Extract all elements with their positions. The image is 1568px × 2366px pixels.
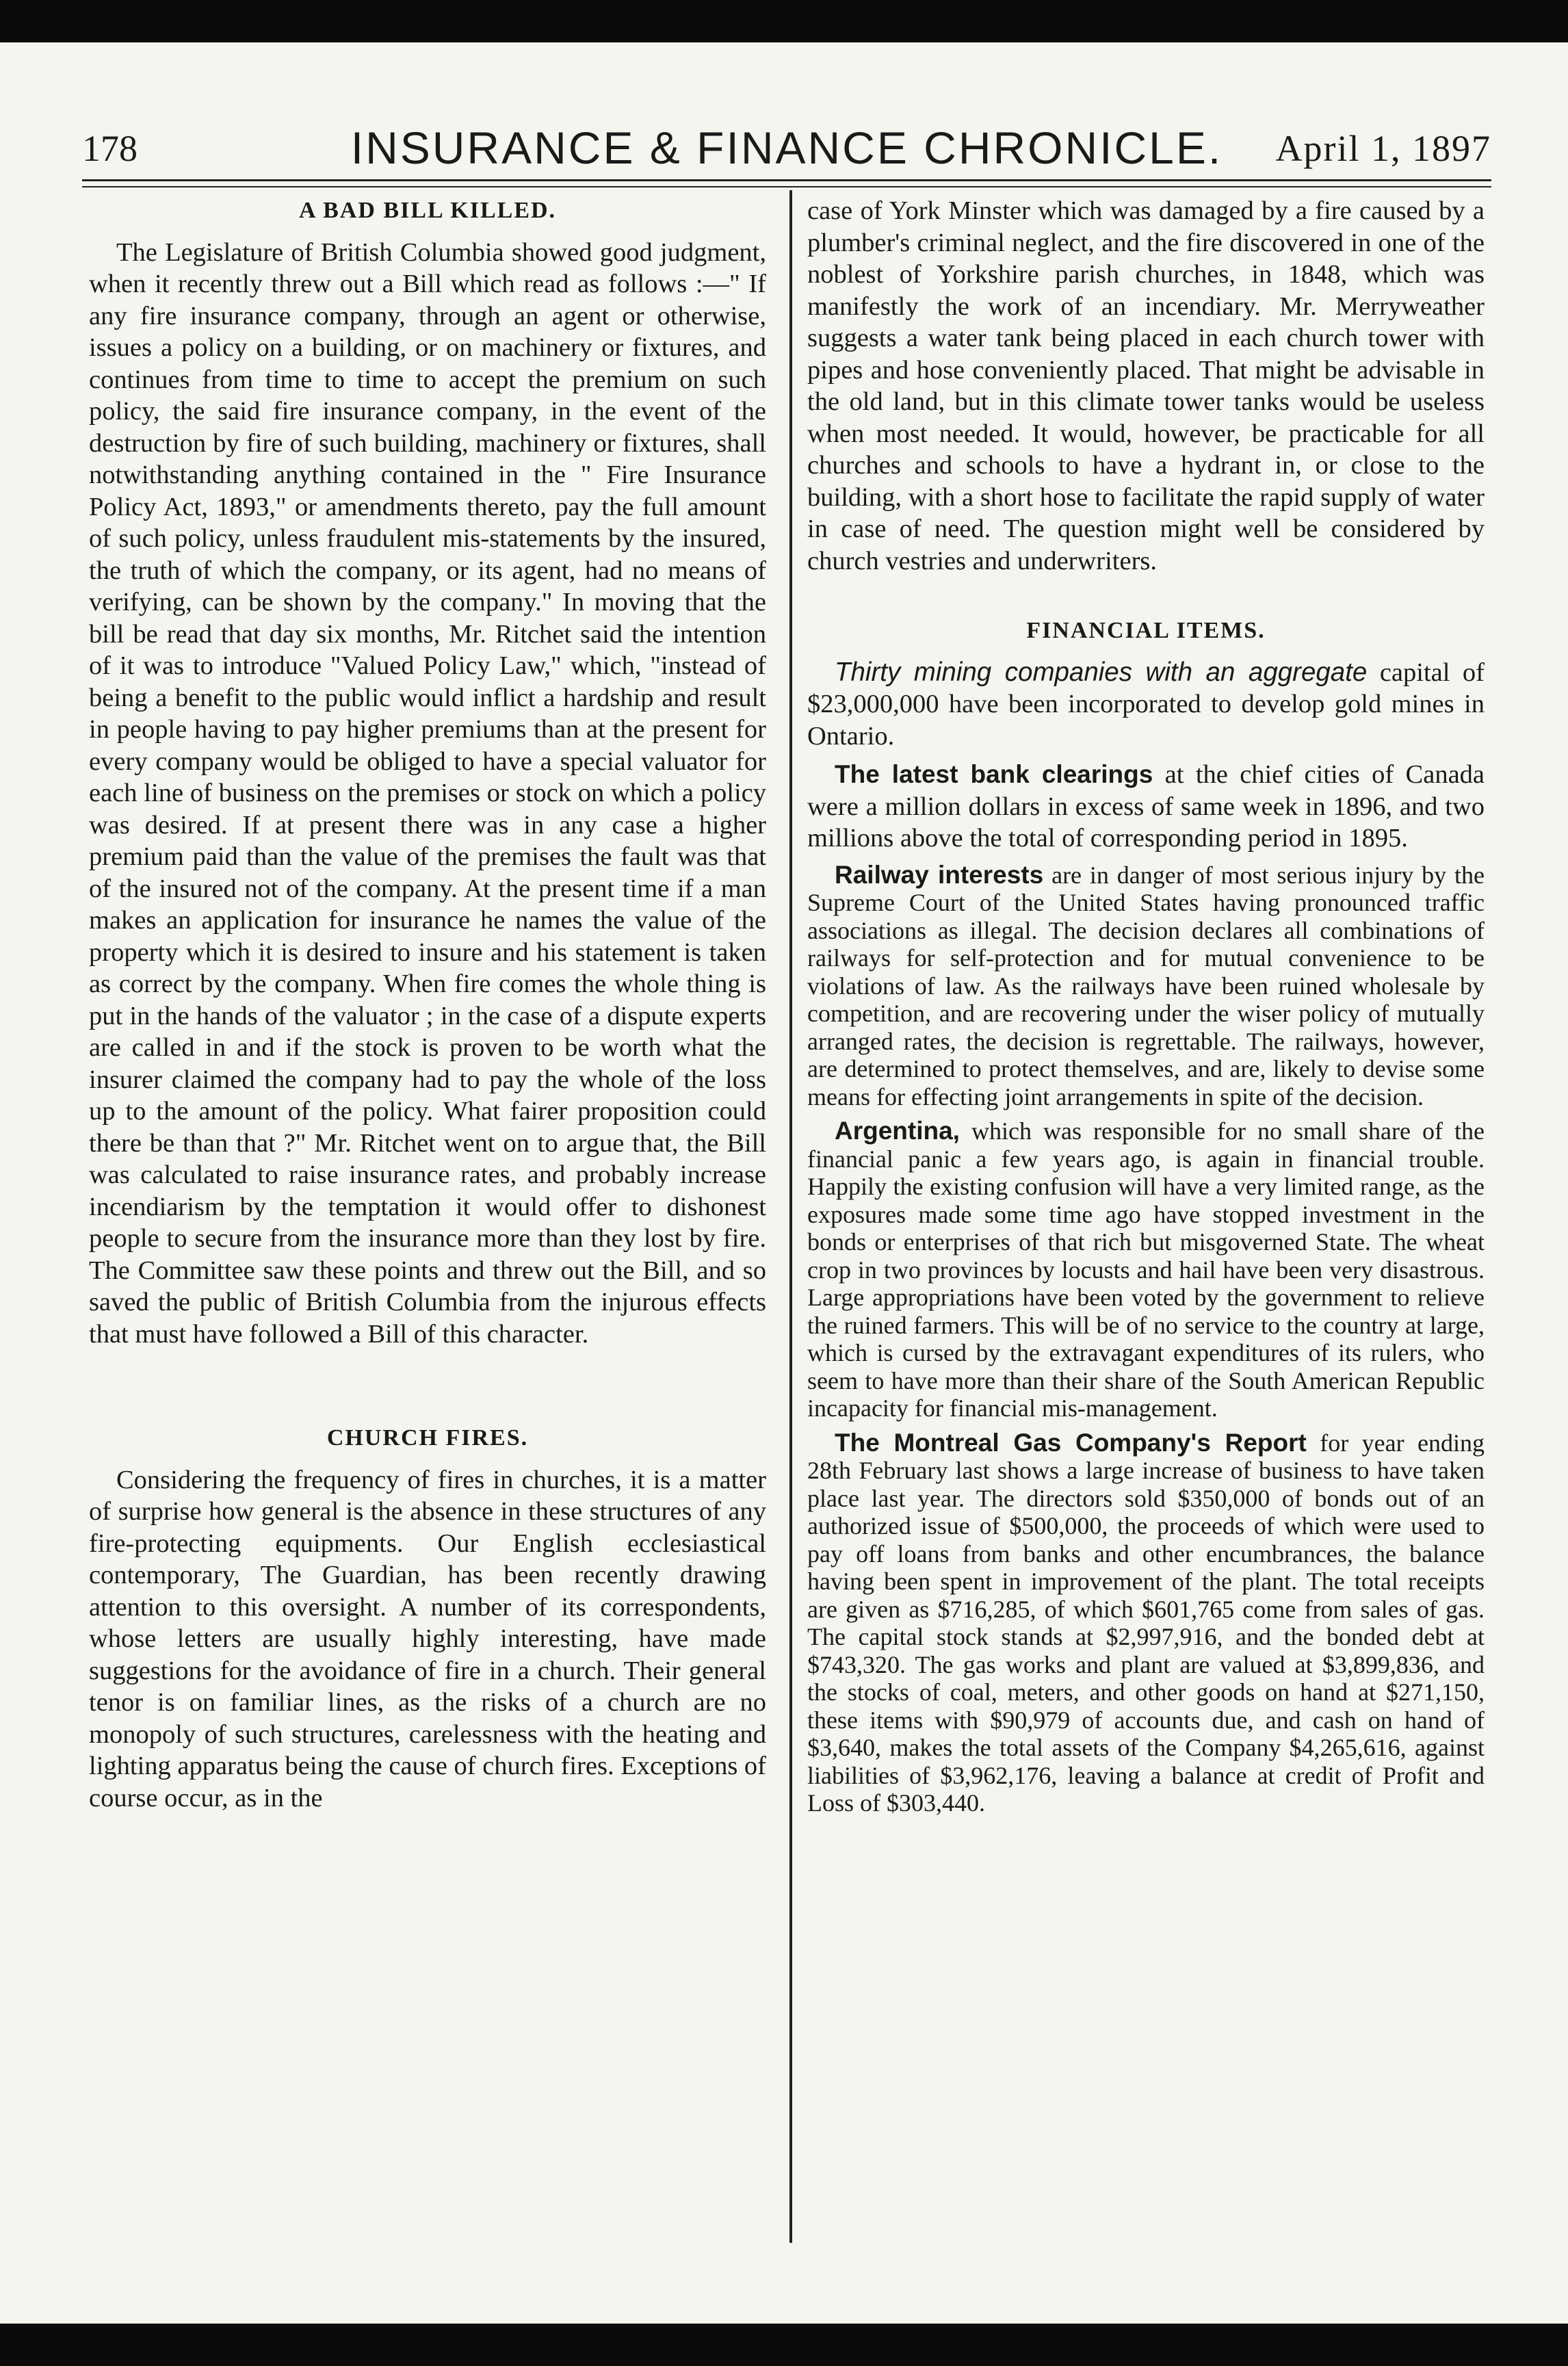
issue-date: April 1, 1897 bbox=[1275, 128, 1491, 169]
item-lead: Railway interests bbox=[835, 860, 1044, 889]
top-scan-border bbox=[0, 0, 1568, 42]
masthead-title: INSURANCE & FINANCE CHRONICLE. bbox=[350, 122, 1223, 173]
item-body: are in danger of most serious injury by the Supreme Court of the United States having pronounced traffic associations as illegal. The decision declares all combinations of railways for self-protection and for mutual convenience to be violations of law. As the railways have been ruined wholesale by competition, and are recovering under the wiser policy of mutually arranged rates, the decision is regrettable. The railways, however, are determined to protect themselves, and are, likely to devise some means for effecting joint arrangements in spite of the decision. bbox=[807, 861, 1485, 1110]
header-rule bbox=[82, 179, 1491, 181]
bottom-scan-border bbox=[0, 2324, 1568, 2366]
item-body: at the chief cities of Canada were a million dollars in excess of same week in 1896, and two millions above the total of corresponding period in 1895. bbox=[807, 760, 1485, 853]
article-heading-bad-bill: A BAD BILL KILLED. bbox=[298, 198, 557, 223]
left-column bbox=[89, 195, 766, 1814]
item-lead: The latest bank clearings bbox=[835, 760, 1153, 788]
page-header bbox=[82, 122, 1491, 183]
column-divider bbox=[789, 190, 792, 2243]
financial-item-mining bbox=[807, 657, 1485, 753]
item-lead: Argentina, bbox=[835, 1117, 960, 1145]
page-number: 178 bbox=[82, 128, 138, 169]
financial-item-argentina bbox=[807, 1117, 1485, 1422]
article-body-church-fires-part1: Considering the frequency of fires in churches, it is a matter of surprise how general is the absence in these structures of any fire-protecting equipments. Our English ecclesiastical contemporary, The Guardian, has been recently drawing attention to this oversight. A number of its correspondents, whose letters are usually highly interesting, have made suggestions for the avoidance of fire in a church. Their general tenor is on familiar lines, as the risks of a church are no monopoly of such structures, carelessness with the heating and lighting apparatus being the cause of church fires. Exceptions of course occur, as in the bbox=[89, 1465, 766, 1812]
article-body-bad-bill: The Legislature of British Columbia showed good judgment, when it recently threw out a Bill which read as follows :—" If any fire insurance company, through an agent or otherwise, issues a policy on a building, or on machinery or fixtures, and continues from time to time to accept the premium on such policy, the said fire insurance company, in the event of the destruction by fire of such building, machinery or fixtures, shall notwithstanding anything contained in the " Fire Insurance Policy Act, 1893," or amendments thereto, pay the full amount of such policy, unless fraudulent mis-statements by the insured, the truth of which the company, or its agent, had no means of verifying, can be shown by the company." In moving that the bill be read that day six months, Mr. Ritchet said the intention of it was to introduce "Valued Policy Law," which, "instead of being a benefit to the public would inflict a hardship and result in people having to pay higher premiums than at the present for every company would be obliged to have a special valuator for each line of business on the premises or stock on which a policy was desired. If at present there was in any case a higher premium paid than the value of the premises the fault was that of the insured not of the company. At the present time if a man makes an application for insurance he names the value of the property which it is desired to insure and his statement is taken as correct by the company. When fire comes the whole thing is put in the hands of the valuator ; in the case of a dispute experts are called in and if the stock is proven to be worth what the insurer claimed the company had to pay the whole of the loss up to the amount of the policy. What fairer proposition could there be than that ?" Mr. Ritchet went on to argue that, the Bill was calculated to raise insurance rates, and probably increase incendiarism by the temptation it would offer to dishonest people to secure from the insurance more than they lost by fire. The Committee saw these points and threw out the Bill, and so saved the public of British Columbia from the injurous effects that must have followed a Bill of this character. bbox=[89, 237, 766, 1349]
item-body: for year ending 28th February last shows a large increase of business to have taken place last year. The directors sold $350,000 of bonds out of an authorized issue of $500,000, the proceeds of which were used to pay off loans from banks and other encumbrances, the balance having been spent in improvement of the plant. The total receipts are given as $716,285, of which $601,765 come from sales of gas. The capital stock stands at $2,997,916, and the bonded debt at $743,320. The gas works and plant are valued at $3,899,836, and the stocks of coal, meters, and other goods on hand at $271,150, these items with $90,979 of accounts due, and cash on hand of $3,640, makes the total assets of the Company $4,265,616, against liabilities of $3,962,176, leaving a balance at credit of Profit and Loss of $303,440. bbox=[807, 1429, 1485, 1817]
right-column bbox=[807, 195, 1485, 1824]
section-heading-financial-items: FINANCIAL ITEMS. bbox=[1026, 618, 1266, 643]
item-body: capital of $23,000,000 have been incorporated to develop gold mines in Ontario. bbox=[807, 658, 1485, 751]
item-body: which was responsible for no small share of the financial panic a few years ago, is again in financial trouble. Happily the existing confusion will have a very limited range, as the exposures made some time ago have stopped investment in the bonds or enterprises of that rich but misgoverned State. The wheat crop in two provinces by locusts and hail have been very disastrous. Large appropriations have been voted by the government to relieve the ruined farmers. This will be of no service to the country at large, which is cursed by the extravagant expenditures of its rulers, who seem to have more than their share of the South American Republic incapacity for financial mis-management. bbox=[807, 1117, 1485, 1422]
article-body-church-fires-part2: case of York Minster which was damaged by a fire caused by a plumber's criminal neglect, and the fire discovered in one of the noblest of Yorkshire parish churches, in 1848, which was manifestly the work of an incendiary. Mr. Merryweather suggests a water tank being placed in each church tower with pipes and hose conveniently placed. That might be advisable in the old land, but in this climate tower tanks would be useless when most needed. It would, however, be practicable for all churches and schools to have a hydrant in, or close to the building, with a short hose to facilitate the rapid supply of water in case of need. The question might well be considered by church vestries and underwriters. bbox=[807, 196, 1485, 575]
financial-item-montreal-gas bbox=[807, 1429, 1485, 1817]
header-rule-thin bbox=[82, 186, 1491, 187]
item-lead: Thirty mining companies with an aggregate bbox=[835, 657, 1368, 687]
article-heading-church-fires: CHURCH FIRES. bbox=[326, 1425, 529, 1451]
financial-item-railway bbox=[807, 861, 1485, 1111]
item-lead: The Montreal Gas Company's Report bbox=[835, 1428, 1307, 1457]
financial-item-bank-clearings bbox=[807, 759, 1485, 855]
